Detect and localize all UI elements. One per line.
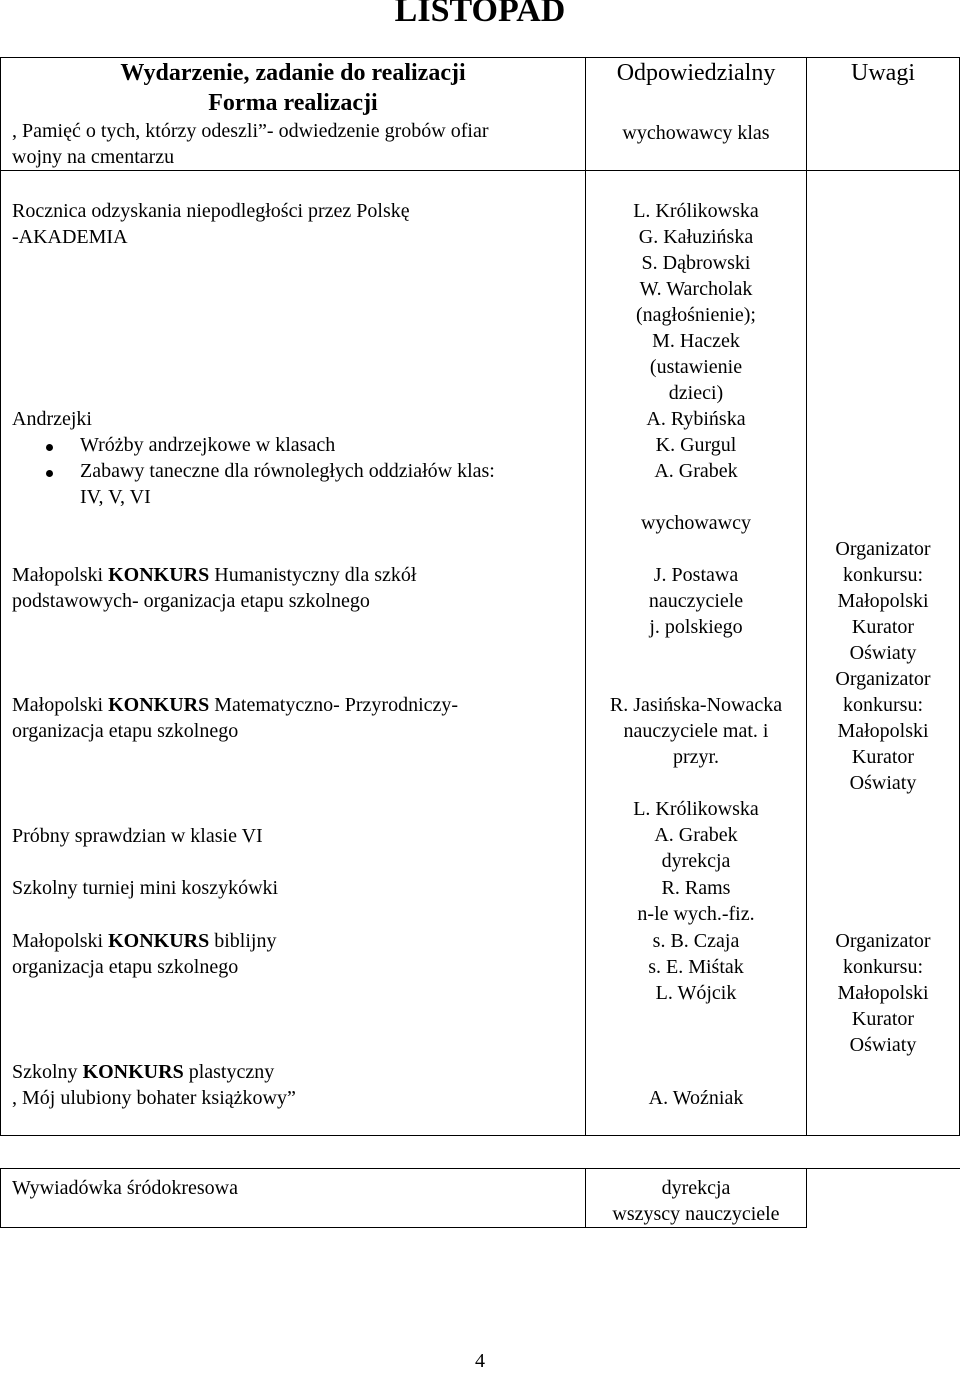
row-divider (0, 1135, 960, 1136)
responsible-text: M. Haczek (652, 330, 740, 352)
event-text: Wywiadówka śródokresowa (12, 1177, 238, 1199)
notes-text: Oświaty (849, 772, 917, 794)
page-title: LISTOPAD (394, 0, 566, 29)
final-row-left-border (0, 1168, 1, 1228)
notes-text: konkursu: (843, 564, 923, 586)
responsible-text: dyrekcja (661, 1177, 731, 1199)
responsible-text: wychowawcy (641, 512, 751, 534)
notes-text: Małopolski (837, 720, 929, 742)
notes-text: konkursu: (843, 694, 923, 716)
responsible-text: wychowawcy klas (622, 122, 770, 144)
responsible-text: L. Wójcik (655, 982, 737, 1004)
event-heading: Andrzejki (12, 408, 92, 430)
responsible-text: A. Grabek (654, 824, 738, 846)
notes-text: Kurator (851, 616, 915, 638)
responsible-text: nauczyciele mat. i (623, 720, 769, 742)
responsible-text: s. B. Czaja (652, 930, 740, 952)
page-number: 4 (475, 1350, 485, 1372)
responsible-text: dzieci) (668, 382, 724, 404)
responsible-text: dyrekcja (661, 850, 731, 872)
notes-text: Małopolski (837, 590, 929, 612)
notes-text: Oświaty (849, 642, 917, 664)
final-row-mask-top (0, 1136, 960, 1168)
row-divider (0, 170, 960, 171)
event-text: podstawowych- organizacja etapu szkolnego (12, 590, 370, 612)
responsible-text: nauczyciele (648, 590, 744, 612)
notes-text: Organizator (835, 538, 931, 560)
event-text: organizacja etapu szkolnego (12, 720, 239, 742)
event-text: -AKADEMIA (12, 226, 128, 248)
responsible-text: (nagłośnienie); (636, 304, 756, 326)
responsible-text: s. E. Miśtak (648, 956, 744, 978)
row-divider (0, 1227, 807, 1228)
event-text: Małopolski KONKURS biblijny (12, 930, 277, 952)
event-text: Szkolny turniej mini koszykówki (12, 877, 279, 899)
responsible-text: (ustawienie (649, 356, 743, 378)
event-text: Małopolski KONKURS Matematyczno- Przyrodniczy- (12, 694, 459, 716)
notes-text: Kurator (851, 746, 915, 768)
final-row-divider (585, 1168, 586, 1227)
responsible-text: wszyscy nauczyciele (612, 1203, 780, 1225)
final-row-mask (807, 1169, 960, 1229)
column-header-form: Forma realizacji (208, 90, 378, 116)
bullet-icon (46, 444, 53, 451)
notes-text: Oświaty (849, 1034, 917, 1056)
notes-text: Kurator (851, 1008, 915, 1030)
responsible-text: S. Dąbrowski (641, 252, 751, 274)
responsible-text: L. Królikowska (633, 200, 759, 222)
table-border-left (0, 57, 1, 1135)
responsible-text: W. Warcholak (639, 278, 753, 300)
notes-text: Organizator (835, 930, 931, 952)
responsible-text: R. Jasińska-Nowacka (609, 694, 783, 716)
event-text: organizacja etapu szkolnego (12, 956, 239, 978)
responsible-text: n-le wych.-fiz. (637, 903, 755, 925)
responsible-text: R. Rams (661, 877, 731, 899)
table-border-top (0, 57, 960, 58)
responsible-text: A. Grabek (654, 460, 738, 482)
responsible-text: G. Kałuzińska (638, 226, 754, 248)
event-text: Rocznica odzyskania niepodległości przez Polskę (12, 200, 410, 222)
responsible-text: J. Postawa (653, 564, 739, 586)
row-divider (0, 1168, 807, 1169)
event-text: , Mój ulubiony bohater książkowy” (12, 1087, 296, 1109)
responsible-text: A. Rybińska (646, 408, 746, 430)
event-bullet: Wróżby andrzejkowe w klasach (80, 434, 336, 456)
event-text: , Pamięć o tych, którzy odeszli”- odwiedzenie grobów ofiar (12, 120, 489, 142)
column-header-responsible: Odpowiedzialny (616, 60, 776, 86)
event-text: Szkolny KONKURS plastyczny (12, 1061, 275, 1083)
column-header-notes: Uwagi (851, 60, 915, 86)
notes-text: konkursu: (843, 956, 923, 978)
column-header-event: Wydarzenie, zadanie do realizacji (120, 60, 466, 86)
responsible-text: K. Gurgul (655, 434, 737, 456)
notes-text: Małopolski (837, 982, 929, 1004)
event-text: Próbny sprawdzian w klasie VI (12, 825, 263, 847)
notes-text: Organizator (835, 668, 931, 690)
responsible-text: j. polskiego (649, 616, 743, 638)
event-bullet: IV, V, VI (80, 486, 151, 508)
bullet-icon (46, 470, 53, 477)
responsible-text: L. Królikowska (633, 798, 759, 820)
event-text: Małopolski KONKURS Humanistyczny dla szkół (12, 564, 417, 586)
event-bullet: Zabawy taneczne dla równoległych oddziałów klas: (80, 460, 495, 482)
responsible-text: przyr. (672, 746, 720, 768)
event-text: wojny na cmentarzu (12, 146, 175, 168)
responsible-text: A. Woźniak (648, 1087, 744, 1109)
